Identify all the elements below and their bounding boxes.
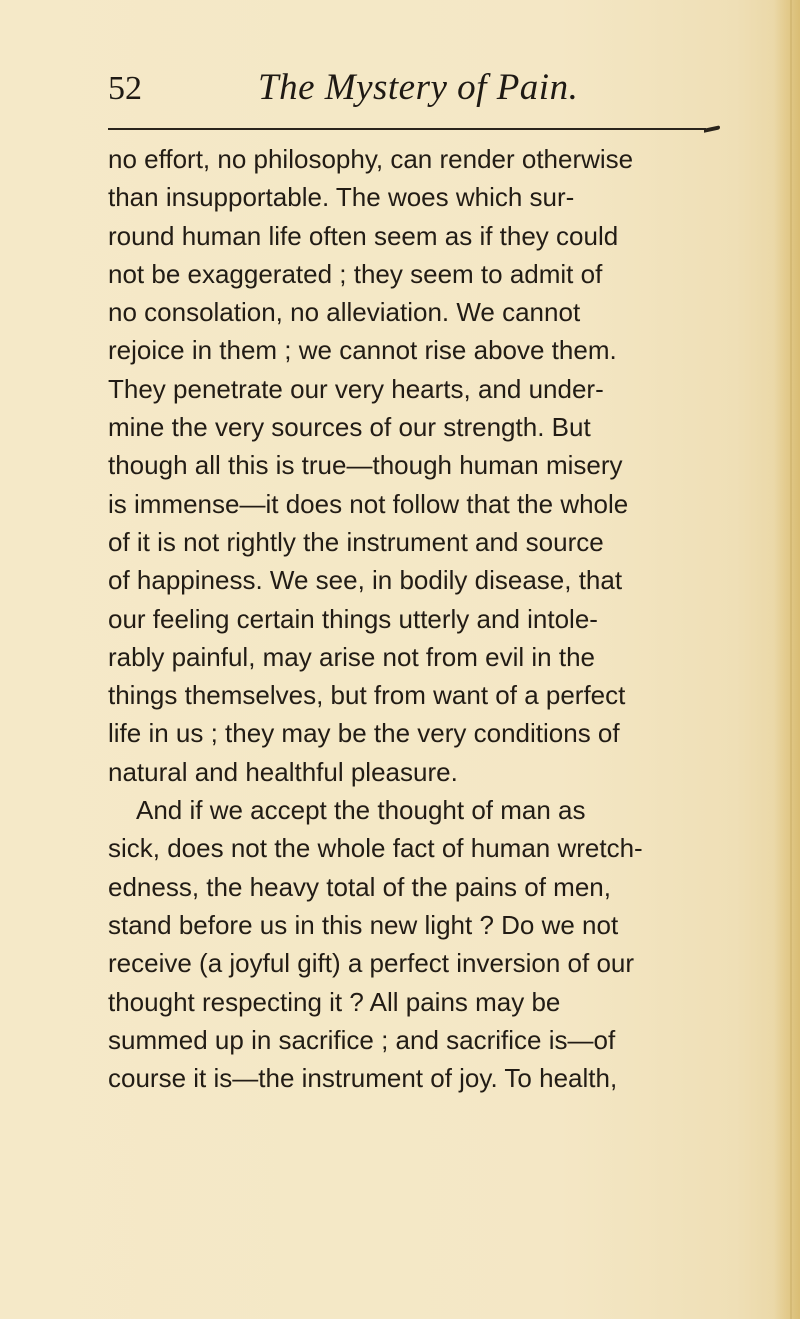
text-line: sick, does not the whole fact of human wretch- (108, 833, 643, 864)
running-header (108, 64, 718, 124)
text-line: thought respecting it ? All pains may be (108, 986, 561, 1017)
text-line: rejoice in them ; we cannot rise above them. (108, 335, 617, 366)
text-line: edness, the heavy total of the pains of men, (108, 871, 611, 902)
text-line: receive (a joyful gift) a perfect inversion of our (108, 948, 635, 979)
text-line: things themselves, but from want of a perfect (108, 680, 626, 711)
text-line: course it is—the instrument of joy. To health, (108, 1063, 618, 1094)
running-title: The Mystery of Pain. (258, 67, 579, 108)
text-line: rably painful, may arise not from evil in the (108, 641, 595, 672)
text-line: than insupportable. The woes which sur- (108, 182, 575, 213)
text-line: summed up in sacrifice ; and sacrifice is—of (108, 1024, 616, 1055)
header-rule-tail (704, 125, 720, 132)
text-line: is immense—it does not follow that the whole (108, 488, 629, 519)
text-line: And if we accept the thought of man as (136, 795, 586, 826)
text-line: mine the very sources of our strength. But (108, 412, 591, 443)
text-line: natural and healthful pleasure. (108, 756, 458, 787)
page-edge-shadow (774, 0, 800, 1319)
page-number: 52 (108, 70, 142, 107)
text-line: stand before us in this new light ? Do we not (108, 909, 619, 940)
text-line: no consolation, no alleviation. We cannot (108, 297, 581, 328)
text-line: no effort, no philosophy, can render otherwise (108, 144, 634, 174)
text-line: though all this is true—though human misery (108, 450, 623, 481)
header-rule (108, 128, 706, 130)
text-line: of it is not rightly the instrument and source (108, 526, 604, 557)
text-line: life in us ; they may be the very conditions of (108, 718, 620, 749)
text-line: round human life often seem as if they could (108, 220, 619, 251)
text-line: They penetrate our very hearts, and under- (108, 373, 604, 404)
page-edge-line (790, 0, 792, 1319)
text-line: our feeling certain things utterly and intole- (108, 603, 598, 634)
body-text (108, 140, 728, 1097)
text-line: of happiness. We see, in bodily disease, that (108, 565, 623, 596)
text-line: not be exaggerated ; they seem to admit of (108, 258, 603, 289)
